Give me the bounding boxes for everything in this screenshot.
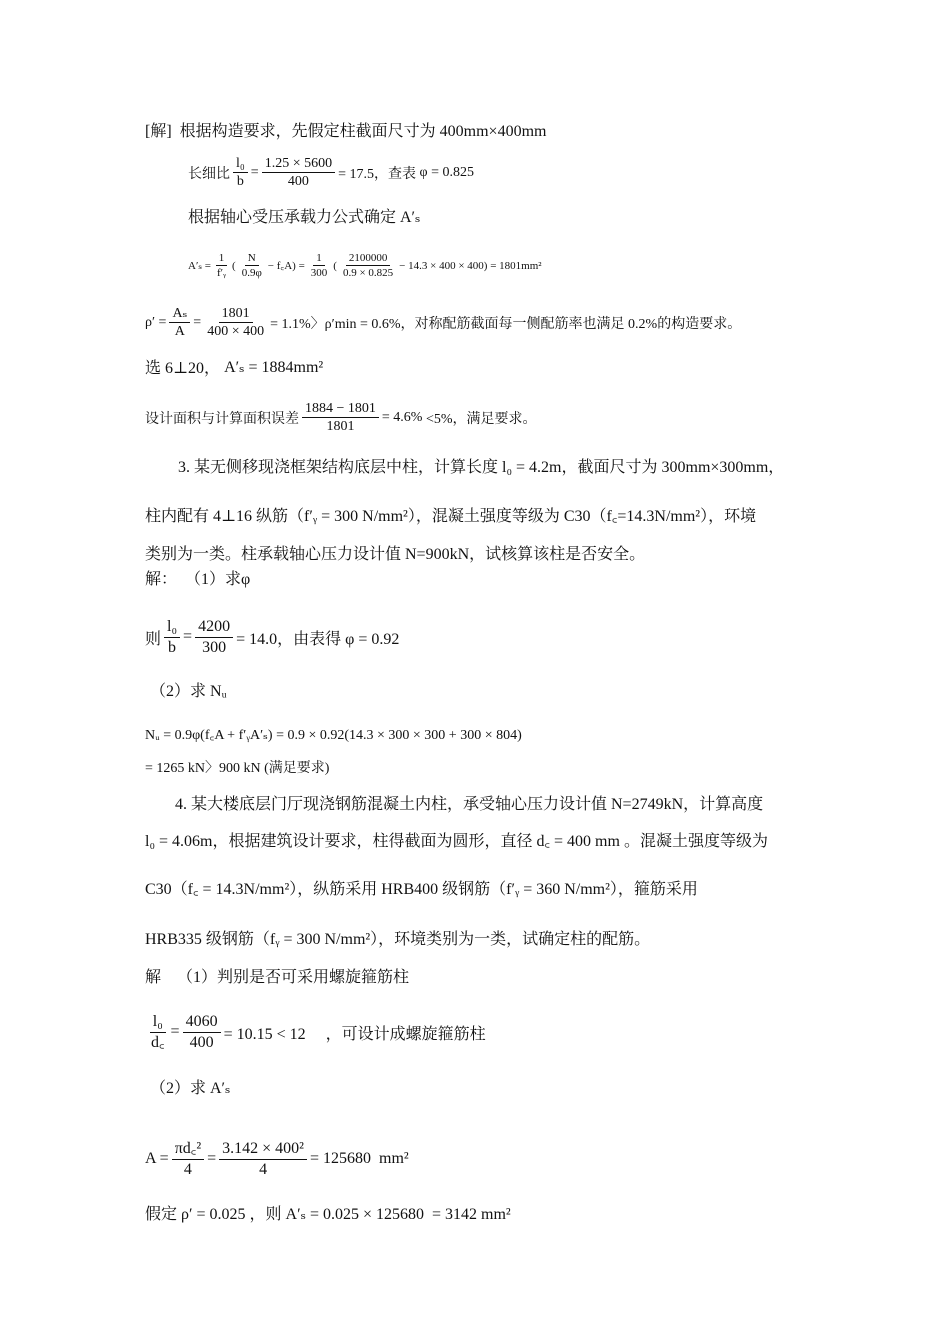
denominator: A <box>174 324 185 340</box>
text-segment: 则 <box>145 630 162 648</box>
numerator: 2100000 <box>346 252 391 266</box>
text-segment: = <box>193 314 202 330</box>
text-line <box>145 876 808 899</box>
numerator: l₀ <box>150 1013 166 1033</box>
fraction <box>204 306 267 340</box>
denominator: 0.9φ <box>241 267 262 280</box>
numerator: 4200 <box>195 618 233 638</box>
text-segment: （2）求 Nᵤ <box>150 683 227 700</box>
numerator: 1.25 × 5600 <box>262 156 335 173</box>
fraction <box>239 252 265 279</box>
text-segment: HRB335 级钢筋（fᵧ = 300 N/mm²），环境类别为一类，试确定柱的配筋。 <box>145 931 651 948</box>
denominator: 400 <box>287 174 309 190</box>
text-segment: 4. 某大楼底层门厅现浇钢筋混凝土内柱，承受轴心压力设计值 N=2749kN，计算高度 <box>175 796 764 813</box>
text-segment: A = <box>145 1150 169 1168</box>
text-line <box>145 618 399 656</box>
text-segment: <5%，满足要求。 <box>422 411 537 427</box>
denominator: b <box>236 174 244 190</box>
text-line <box>188 156 474 190</box>
text-line <box>145 118 546 141</box>
fraction <box>164 618 180 656</box>
text-segment: [解] 根据构造要求，先假定柱截面尺寸为 400mm×400mm <box>145 123 547 140</box>
text-segment: C30（f꜀ = 14.3N/mm²），纵筋采用 HRB400 级钢筋（f′ᵧ = 360 N/mm²），箍筋采用 <box>145 881 698 898</box>
text-segment: A′ₛ = <box>188 260 212 273</box>
text-line <box>145 1201 511 1224</box>
text-segment: 解： （1）求φ <box>145 571 251 588</box>
numerator: πd꜀² <box>172 1140 204 1160</box>
text-line <box>175 791 808 814</box>
text-segment: 长细比 <box>188 166 230 182</box>
text-segment: 根据轴心受压承载力公式确定 A′ₛ <box>188 209 421 226</box>
text-line <box>145 503 808 526</box>
numerator: l₀ <box>164 618 180 638</box>
text-segment: 对称配筋截面每一侧配筋率也满足 0.2%的构造要求。 <box>414 316 742 332</box>
numerator: l₀ <box>233 156 248 173</box>
text-line <box>145 757 329 777</box>
numerator: N <box>245 252 259 266</box>
text-line <box>188 252 542 279</box>
text-segment: = <box>207 1150 217 1168</box>
text-segment: = 1.1%〉ρ′min = 0.6%， <box>270 316 415 332</box>
text-line <box>145 964 409 987</box>
text-segment: = 14.0，由表得 φ = 0.92 <box>236 630 400 648</box>
denominator: 1801 <box>326 419 355 435</box>
text-segment: 柱内配有 4⊥16 纵筋（f′ᵧ = 300 N/mm²），混凝土强度等级为 C30（f꜀=14.3N/mm²），环境 <box>145 508 757 525</box>
text-segment: ( <box>232 259 236 272</box>
denominator: 4 <box>183 1160 192 1178</box>
text-line <box>145 401 537 435</box>
fraction <box>340 252 396 279</box>
text-segment: = 125680 mm² <box>309 1150 409 1168</box>
text-line <box>178 454 808 477</box>
text-line <box>145 306 741 340</box>
text-segment: = <box>250 164 259 180</box>
text-segment: φ = 0.825 <box>419 164 474 180</box>
text-segment: 选 6⊥20， <box>145 360 225 377</box>
text-segment: ρ′ = <box>145 314 167 330</box>
numerator: 4060 <box>183 1013 221 1033</box>
text-line <box>188 204 420 227</box>
denominator: 400 <box>189 1033 214 1051</box>
text-segment: 解 （1）判别是否可采用螺旋箍筋柱 <box>145 969 410 986</box>
text-line <box>145 725 522 744</box>
text-segment: − 14.3 × 400 × 400) = 1801mm² <box>399 259 542 272</box>
text-segment: = <box>183 628 193 646</box>
text-segment: ( <box>333 259 337 272</box>
fraction <box>219 1140 307 1178</box>
numerator: Aₛ <box>169 306 190 323</box>
text-line <box>145 1140 409 1178</box>
text-segment: Nᵤ = 0.9φ(f꜀A + f′ᵧA′ₛ) = 0.9 × 0.92(14.3 × 300 × 300 + 300 × 804) <box>145 728 522 743</box>
text-line <box>145 566 250 589</box>
denominator: 400 × 400 <box>207 324 265 340</box>
text-line <box>145 355 323 378</box>
text-segment: A′ₛ = 1884mm² <box>224 358 324 376</box>
text-segment: = <box>170 1023 180 1041</box>
text-segment: − f꜀A) = <box>267 260 305 273</box>
text-segment: 类别为一类。柱承载轴心压力设计值 N=900kN，试核算该柱是否安全。 <box>145 546 646 563</box>
fraction <box>169 306 190 340</box>
numerator: 1884 − 1801 <box>302 401 379 418</box>
fraction <box>233 156 248 190</box>
denominator: 300 <box>202 638 227 656</box>
text-line <box>150 678 227 701</box>
denominator: f′ᵧ <box>217 267 227 280</box>
text-segment: （2）求 A′ₛ <box>150 1080 231 1097</box>
text-line <box>145 541 645 564</box>
text-line <box>145 1013 486 1051</box>
text-segment: 假定 ρ′ = 0.025 ，则 A′ₛ = 0.025 × 125680 = 3142 mm² <box>145 1206 511 1223</box>
fraction <box>148 1013 168 1051</box>
fraction <box>214 252 229 279</box>
denominator: 0.9 × 0.825 <box>342 267 394 280</box>
text-line <box>145 926 650 949</box>
text-segment: l₀ = 4.06m，根据建筑设计要求，柱得截面为圆形，直径 d꜀ = 400 mm 。混凝土强度等级为 <box>145 833 768 850</box>
fraction <box>308 252 331 279</box>
fraction <box>302 401 379 435</box>
text-segment: 设计面积与计算面积误差 <box>145 411 299 427</box>
numerator: 1 <box>313 252 325 266</box>
text-line <box>150 1075 230 1098</box>
fraction <box>262 156 335 190</box>
fraction <box>195 618 233 656</box>
denominator: 4 <box>259 1160 268 1178</box>
numerator: 3.142 × 400² <box>219 1140 307 1160</box>
text-segment: = 17.5，查表 <box>338 166 420 182</box>
text-segment: = 10.15 < 12 ，可设计成螺旋箍筋柱 <box>223 1025 486 1043</box>
denominator: b <box>168 638 177 656</box>
fraction <box>172 1140 204 1178</box>
text-segment: = 1265 kN〉900 kN (满足要求) <box>145 761 330 776</box>
denominator: d꜀ <box>151 1033 165 1051</box>
text-line <box>145 828 808 851</box>
text-segment: 3. 某无侧移现浇框架结构底层中柱，计算长度 l₀ = 4.2m，截面尺寸为 300mm×300mm， <box>178 459 785 476</box>
numerator: 1 <box>216 252 228 266</box>
denominator: 300 <box>310 267 328 280</box>
text-segment: = 4.6% <box>381 409 423 425</box>
numerator: 1801 <box>219 306 253 323</box>
fraction <box>183 1013 221 1051</box>
